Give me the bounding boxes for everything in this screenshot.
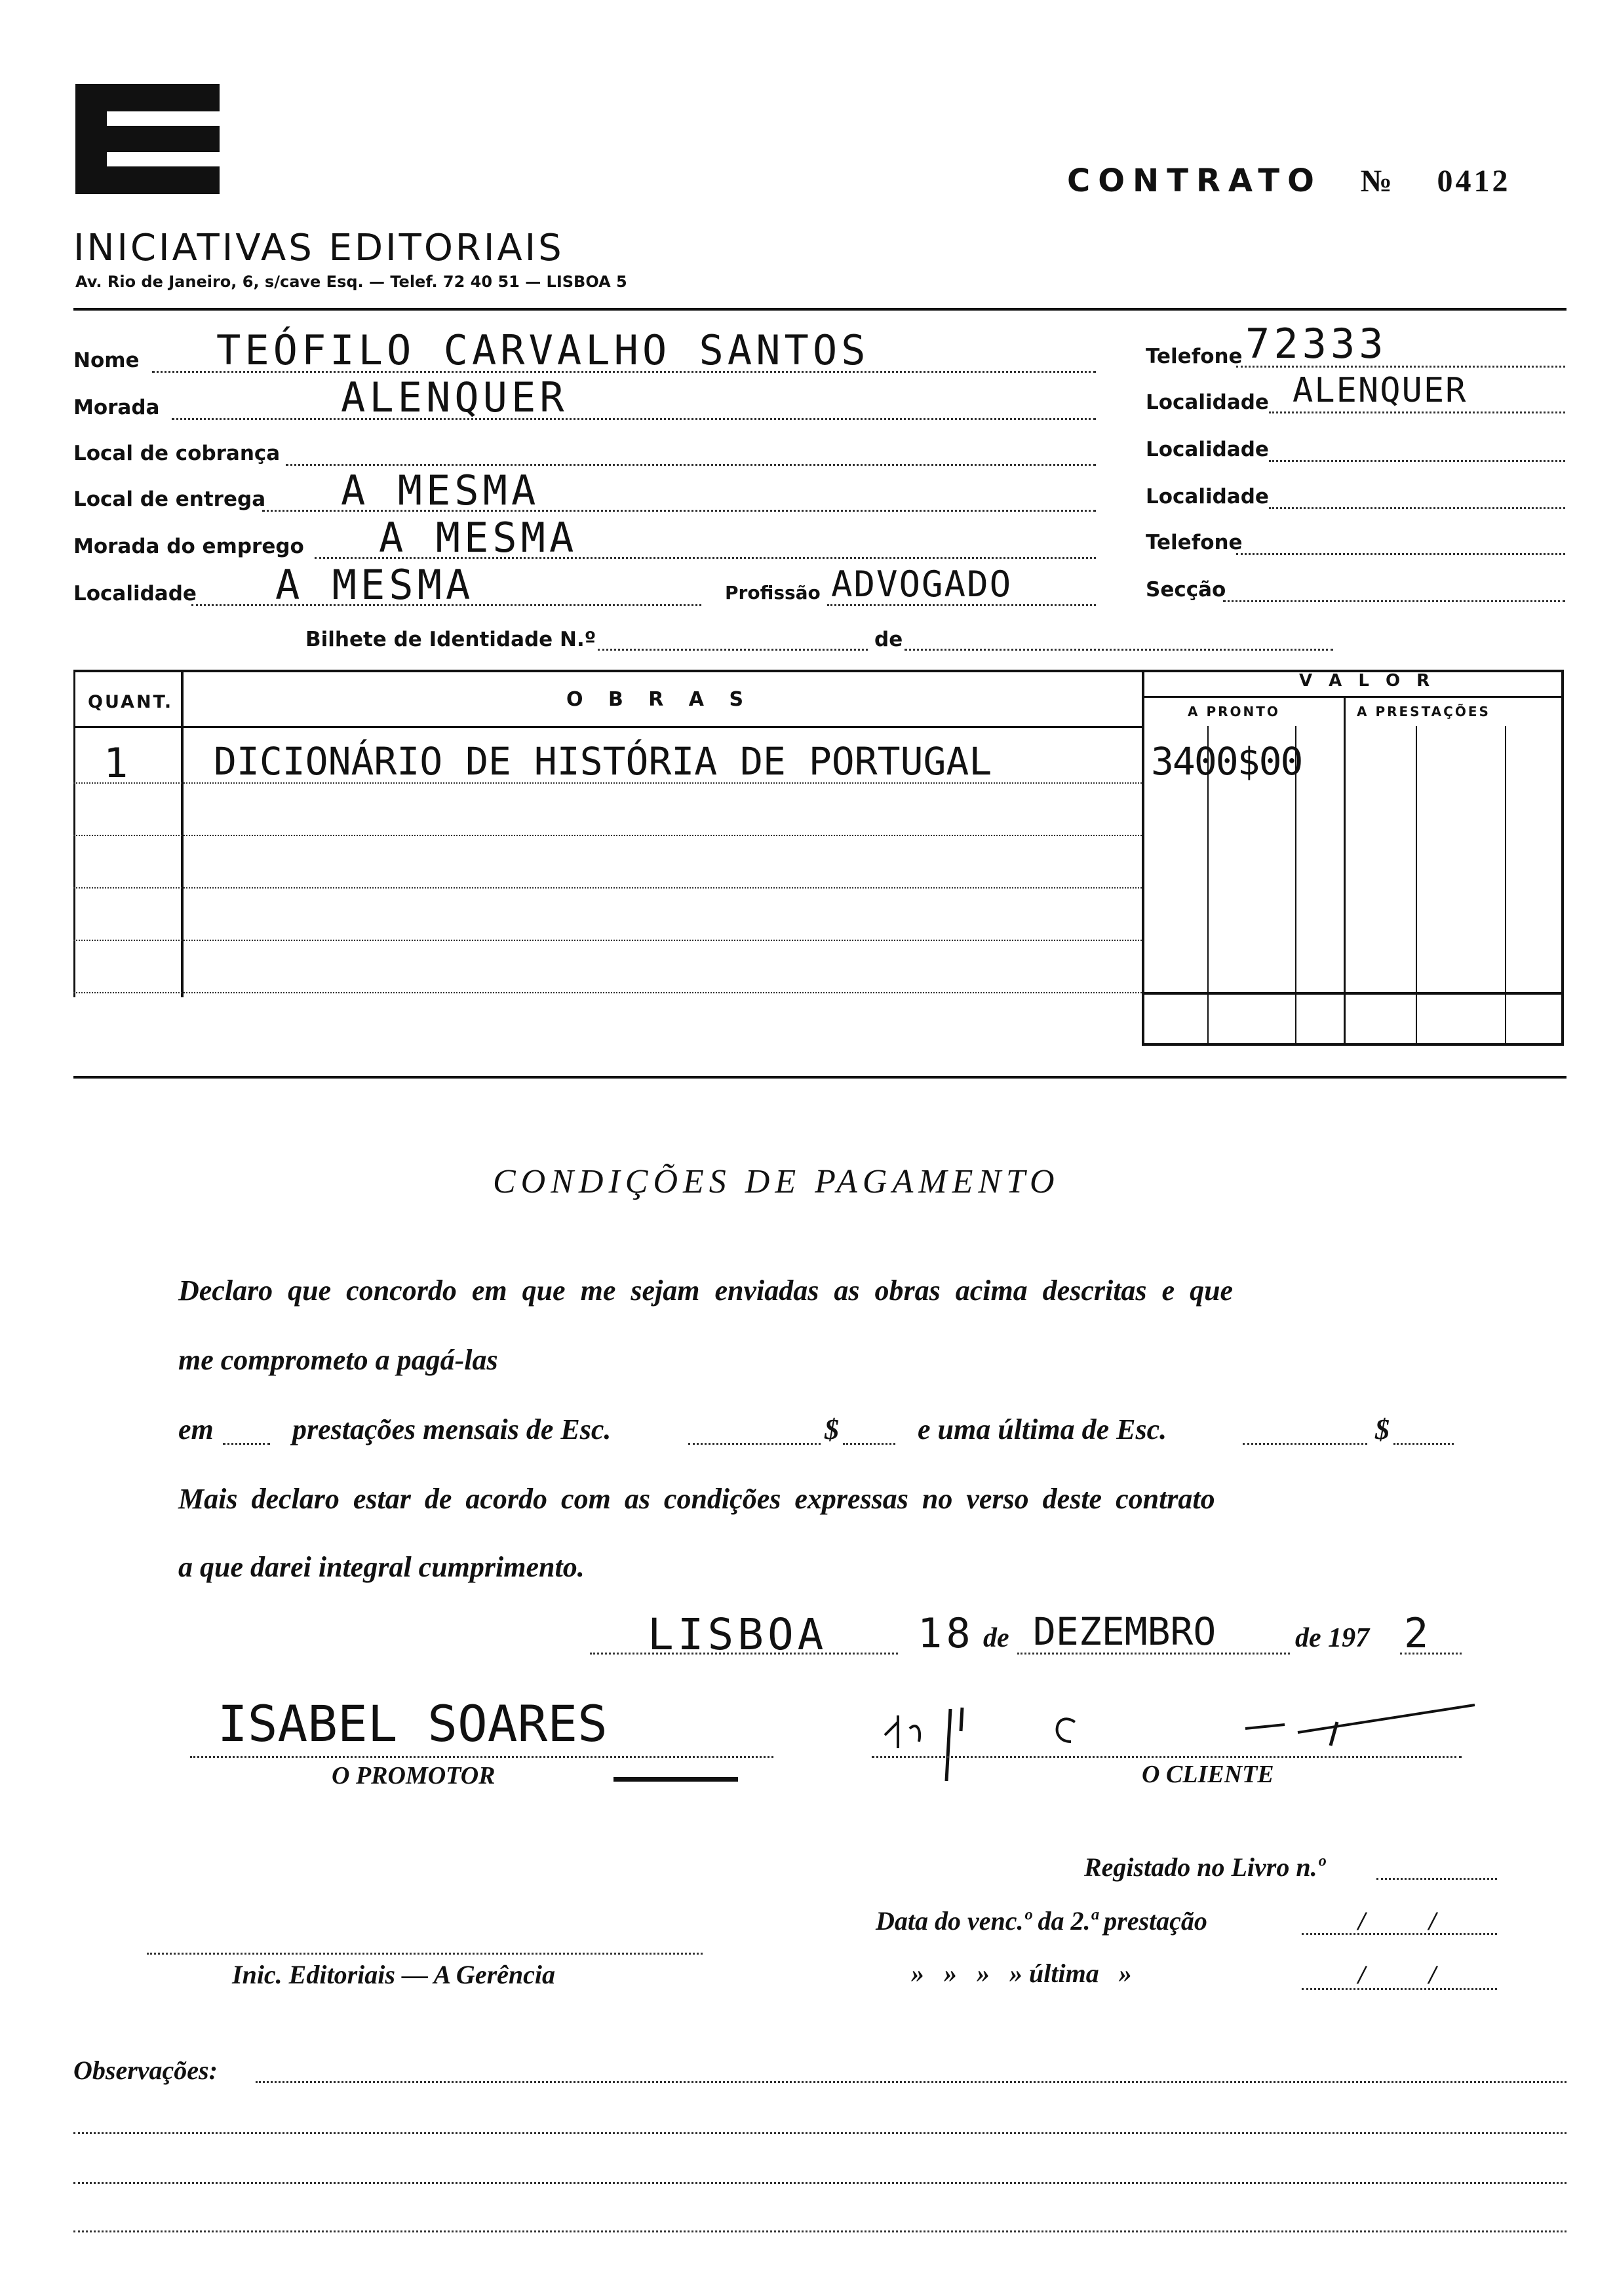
morada-emprego-value: A MESMA — [379, 514, 578, 562]
local-entrega-value: A MESMA — [341, 467, 540, 514]
conditions-line1: Declaro que concordo em que me sejam enviadas as obras acima descritas e que — [178, 1274, 1234, 1307]
data-venc-line — [1302, 1933, 1497, 1935]
promotor-label: O PROMOTOR — [332, 1762, 496, 1789]
promotor-signature: ISABEL SOARES — [218, 1694, 608, 1753]
row-obra: DICIONÁRIO DE HISTÓRIA DE PORTUGAL — [214, 739, 992, 784]
telefone2-line — [1236, 553, 1565, 555]
observacoes-line-1 — [256, 2081, 1566, 2083]
contract-title — [1067, 163, 1511, 199]
company-name: INICIATIVAS EDITORIAIS — [73, 227, 564, 269]
localidade3-label: Localidade — [1146, 485, 1269, 508]
de2-label: de 197 — [1295, 1623, 1370, 1653]
row-quant: 1 — [104, 739, 132, 787]
morada-emprego-label: Morada do emprego — [73, 535, 304, 558]
telefone2-label: Telefone — [1146, 531, 1243, 554]
conditions-title: CONDIÇÕES DE PAGAMENTO — [493, 1163, 1060, 1200]
contract-label: CONTRATO — [1067, 163, 1322, 199]
registado-label: Registado no Livro n.º — [1084, 1852, 1325, 1882]
table-left-line — [73, 670, 75, 997]
esc-line — [688, 1443, 821, 1445]
ultima-venc-slash-2: / — [1429, 1960, 1437, 1989]
conditions-line2: me comprometo a pagá-las — [178, 1344, 498, 1376]
month-value: DEZEMBRO — [1033, 1609, 1216, 1654]
localidade2-line — [1269, 460, 1565, 462]
em-line — [223, 1443, 270, 1445]
cliente-line — [872, 1756, 1462, 1758]
obras-header: O B R A S — [566, 688, 753, 711]
prestacoes-header: A PRESTAÇÕES — [1357, 704, 1490, 719]
morada-label: Morada — [73, 396, 160, 419]
year-digit: 2 — [1404, 1609, 1433, 1657]
place-value: LISBOA — [648, 1609, 828, 1660]
pronto-header: A PRONTO — [1188, 704, 1280, 719]
localidade1-line — [1269, 411, 1565, 413]
table-top-rule — [73, 670, 1143, 672]
contract-number: 0412 — [1437, 164, 1511, 199]
nome-value: TEÓFILO CARVALHO SANTOS — [216, 326, 870, 374]
table-row-rule-2 — [73, 835, 1142, 836]
seccao-line — [1223, 600, 1565, 602]
conditions-line4: Mais declaro estar de acordo com as condições expressas no verso deste contrato — [178, 1483, 1215, 1515]
cifrao-line-2 — [1393, 1443, 1454, 1445]
cifrao-1: $ — [825, 1413, 839, 1445]
local-cobranca-label: Local de cobrança — [73, 442, 281, 465]
day-value: 18 — [918, 1609, 975, 1657]
valor-header: V A L O R — [1299, 671, 1435, 691]
observacoes-label: Observações: — [73, 2056, 218, 2085]
data-venc-slash-1: / — [1358, 1906, 1366, 1936]
morada-value: ALENQUER — [341, 373, 568, 421]
ultima-line — [1243, 1443, 1367, 1445]
seccao-label: Secção — [1146, 578, 1226, 602]
localidade-value: A MESMA — [275, 561, 475, 609]
profissao-value: ADVOGADO — [831, 564, 1013, 605]
header-rule — [73, 308, 1566, 311]
company-logo — [75, 84, 220, 194]
promotor-line — [190, 1756, 773, 1758]
localidade1-value: ALENQUER — [1293, 371, 1468, 410]
cliente-label: O CLIENTE — [1142, 1761, 1274, 1788]
de-line — [905, 649, 1333, 651]
year-line — [1400, 1653, 1462, 1655]
registado-line — [1376, 1878, 1497, 1880]
valor-total-rule — [1142, 992, 1564, 995]
promotor-underline-stroke — [613, 1777, 738, 1782]
table-row-rule-3 — [73, 887, 1142, 889]
company-address: Av. Rio de Janeiro, 6, s/cave Esq. — Telef. 72 40 51 — LISBOA 5 — [75, 273, 627, 291]
number-sign: № — [1360, 164, 1392, 199]
table-row — [73, 726, 1564, 787]
de-label: de — [874, 628, 903, 651]
telefone-label: Telefone — [1146, 345, 1243, 368]
table-quant-col-line — [181, 670, 184, 997]
ultima-venc-slash-1: / — [1358, 1960, 1366, 1989]
morada-line — [172, 418, 1096, 420]
telefone-value: 72333 — [1245, 320, 1388, 368]
quant-header: QUANT. — [88, 692, 174, 712]
nome-label: Nome — [73, 349, 140, 372]
de1-label: de — [983, 1623, 1009, 1653]
ultima-venc-label: » » » » última » — [911, 1959, 1132, 1988]
gerencia-line — [147, 1953, 703, 1955]
cifrao-2: $ — [1375, 1413, 1390, 1445]
ultima-venc-line — [1302, 1988, 1497, 1990]
local-entrega-label: Local de entrega — [73, 488, 266, 511]
localidade3-line — [1269, 507, 1565, 509]
table-row-rule-5 — [73, 992, 1142, 993]
localidade-label: Localidade — [73, 582, 197, 605]
observacoes-line-4 — [73, 2230, 1566, 2232]
observacoes-line-2 — [73, 2132, 1566, 2134]
data-venc-slash-2: / — [1429, 1906, 1437, 1936]
observacoes-line-3 — [73, 2182, 1566, 2184]
em-label: em — [178, 1413, 214, 1445]
data-venc-label: Data do venc.º da 2.ª prestação — [876, 1906, 1207, 1936]
conditions-line5: a que darei integral cumprimento. — [178, 1551, 585, 1583]
ultima-de-label: e uma última de Esc. — [918, 1413, 1167, 1445]
localidade1-label: Localidade — [1146, 391, 1269, 414]
cifrao-line-1 — [843, 1443, 895, 1445]
local-cobranca-line — [286, 464, 1096, 466]
table-bottom-rule — [73, 1076, 1566, 1079]
row-pronto: 3400$00 — [1151, 739, 1302, 784]
bilhete-line — [598, 649, 868, 651]
prest-mensais-label: prestações mensais de Esc. — [292, 1413, 612, 1445]
table-row-rule-4 — [73, 940, 1142, 941]
bilhete-label: Bilhete de Identidade N.º — [305, 628, 596, 651]
gerencia-label: Inic. Editoriais — A Gerência — [232, 1960, 556, 1989]
valor-subrule — [1142, 696, 1564, 698]
localidade2-label: Localidade — [1146, 438, 1269, 461]
profissao-label: Profissão — [725, 582, 821, 603]
